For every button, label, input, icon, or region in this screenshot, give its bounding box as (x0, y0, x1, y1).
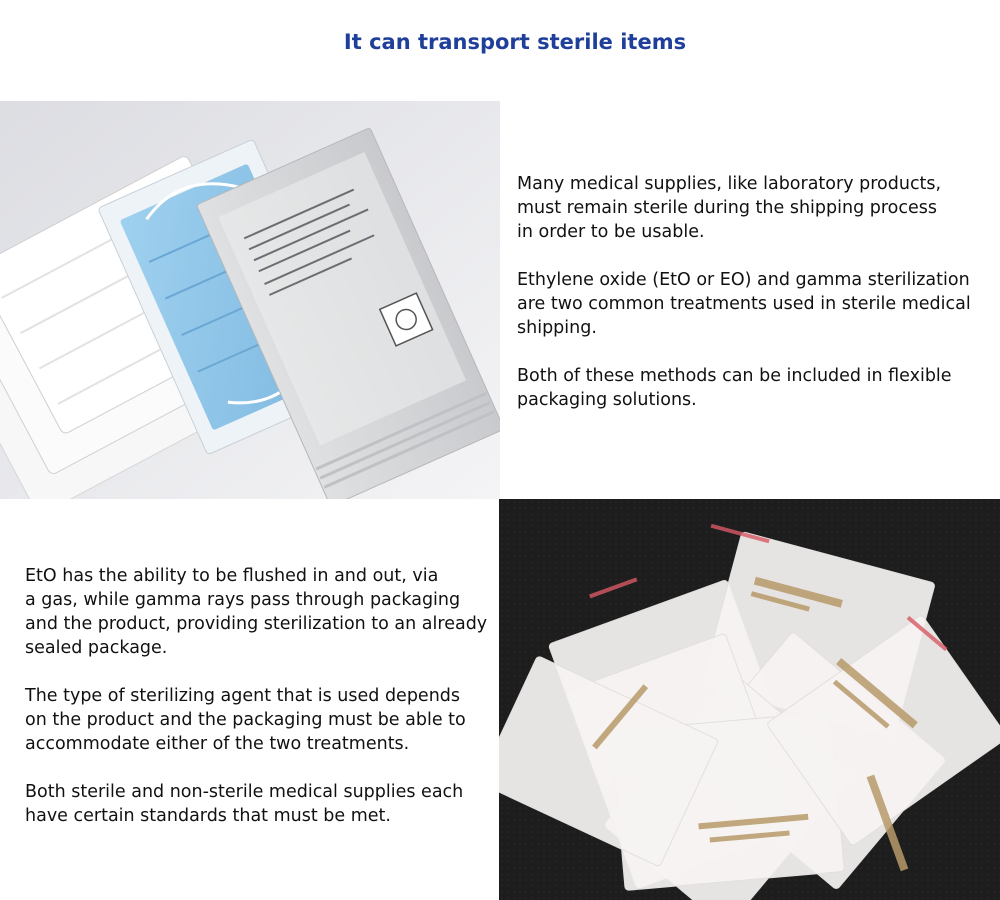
page-title: It can transport sterile items (343, 30, 687, 54)
top-paragraph-3: Both of these methods can be included in flexible packaging solutions. (517, 366, 952, 410)
bottom-paragraph-3: Both sterile and non-sterile medical supplies each have certain standards that must be met. (25, 782, 464, 826)
top-description (517, 172, 987, 412)
top-paragraph-1: Many medical supplies, like laboratory products, must remain sterile during the shipping process in order to be usable. (517, 174, 942, 242)
bottom-description (25, 564, 495, 828)
bottom-paragraph-1: EtO has the ability to be flushed in and out, via a gas, while gamma rays pass through packaging and the product, providing sterilization to an already sealed package. (25, 566, 488, 658)
top-paragraph-2: Ethylene oxide (EtO or EO) and gamma sterilization are two common treatments used in sterile medical shipping. (517, 270, 971, 338)
sterile-face-mask-packages-photo (0, 101, 500, 499)
bottom-paragraph-2: The type of sterilizing agent that is used depends on the product and the packaging must be able to accommodate either of the two treatments. (25, 686, 466, 754)
tablet-capsule-zip-bags-photo (499, 499, 1000, 900)
